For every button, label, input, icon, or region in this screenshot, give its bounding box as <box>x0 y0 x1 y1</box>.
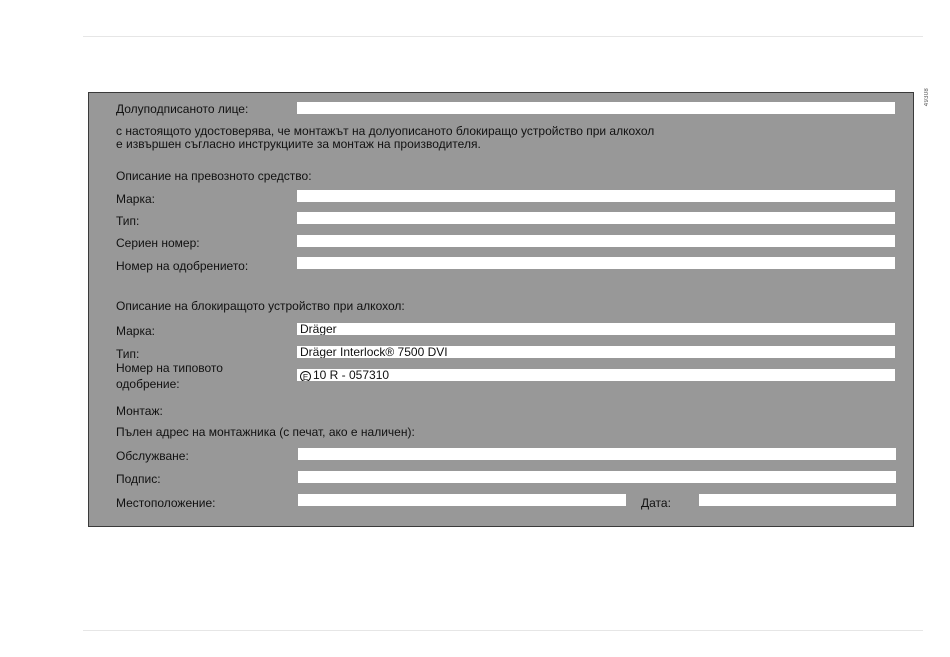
device-heading: Описание на блокиращото устройство при алкохол: <box>116 299 405 313</box>
bottom-rule <box>83 630 923 631</box>
device-type-label: Тип: <box>116 347 140 361</box>
vehicle-type-field[interactable] <box>297 212 895 224</box>
vehicle-type-label: Тип: <box>116 214 140 228</box>
device-make-field[interactable]: Dräger <box>297 323 895 335</box>
location-label: Местоположение: <box>116 496 216 510</box>
vehicle-make-label: Марка: <box>116 192 155 206</box>
vehicle-approval-label: Номер на одобрението: <box>116 259 249 273</box>
device-type-approval-label-line-2: одобрение: <box>116 377 180 391</box>
service-field[interactable] <box>298 448 896 460</box>
document-code: 49308 <box>924 88 930 107</box>
declaration-text <box>116 125 654 151</box>
installation-heading: Монтаж: <box>116 404 163 418</box>
vehicle-approval-field[interactable] <box>297 257 895 269</box>
signature-field[interactable] <box>298 471 896 483</box>
vehicle-serial-label: Сериен номер: <box>116 236 200 250</box>
top-rule <box>83 36 923 37</box>
date-field[interactable] <box>699 494 896 506</box>
installer-address-label: Пълен адрес на монтажника (с печат, ако е наличен): <box>116 425 415 439</box>
vehicle-heading: Описание на превозното средство: <box>116 169 312 183</box>
undersigned-label: Долуподписаното лице: <box>116 102 249 116</box>
device-type-approval-label-line-1: Номер на типовото <box>116 361 223 375</box>
signature-label: Подпис: <box>116 472 161 486</box>
device-type-field[interactable]: Dräger Interlock® 7500 DVI <box>297 346 895 358</box>
type-approval-number: 10 R - 057310 <box>313 369 390 381</box>
date-label: Дата: <box>641 496 671 510</box>
vehicle-serial-field[interactable] <box>297 235 895 247</box>
service-label: Обслужване: <box>116 449 189 463</box>
e-mark-icon: E <box>300 371 311 381</box>
installation-certificate-form <box>88 92 914 527</box>
declaration-line-2: е извършен съгласно инструкциите за монтаж на производителя. <box>116 137 481 151</box>
location-field[interactable] <box>298 494 626 506</box>
declaration-line-1: с настоящото удостоверява, че монтажът на долуописаното блокиращо устройство при алкохол <box>116 124 655 138</box>
undersigned-field[interactable] <box>297 102 895 114</box>
device-make-label: Марка: <box>116 324 155 338</box>
device-type-approval-field[interactable] <box>297 369 895 381</box>
vehicle-make-field[interactable] <box>297 190 895 202</box>
